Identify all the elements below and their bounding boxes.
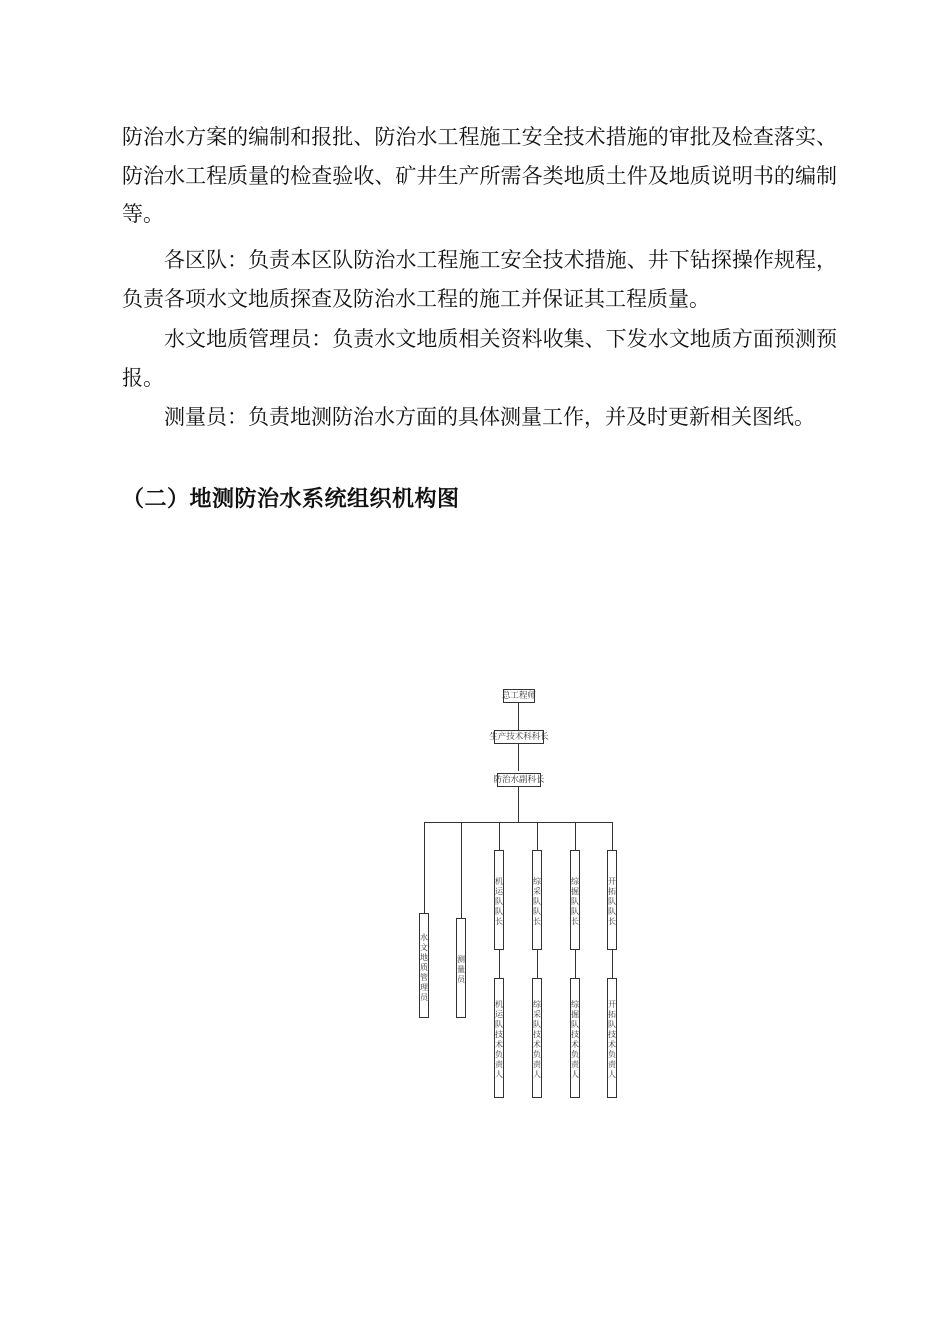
connector-team4 — [612, 950, 613, 978]
node-production-tech-chief: 生产技术科科长 — [489, 732, 549, 742]
node-hydro-manager: 水文地质管理员 — [419, 913, 429, 1018]
node-team1-head: 机运队队长 — [494, 850, 504, 950]
node-water-deputy: 防治水副科长 — [493, 775, 545, 785]
paragraph-teams: 各区队：负责本区队防治水工程施工安全技术措施、井下钻探操作规程，负责各项水文地质探查及防治水工程的施工并保证其工程质量。 — [122, 248, 837, 311]
node-chief-engineer: 总工程师 — [502, 691, 537, 701]
connector-team3 — [575, 950, 576, 978]
node-team4-head: 开拓队队长 — [607, 850, 617, 950]
connector-branch-4 — [537, 822, 538, 850]
node-team2-tech: 综采队技术负责人 — [532, 978, 542, 1098]
connector-team1 — [499, 950, 500, 978]
connector-mid — [518, 744, 519, 771]
paragraph-hydro-manager: 水文地质管理员：负责水文地质相关资料收集、下发水文地质方面预测预报。 — [122, 327, 837, 390]
connector-top — [518, 703, 519, 730]
node-team1-tech: 机运队技术负责人 — [494, 978, 504, 1098]
paragraph-surveyor: 测量员：负责地测防治水方面的具体测量工作，并及时更新相关图纸。 — [164, 405, 815, 429]
node-surveyor: 测量员 — [456, 918, 466, 1018]
connector-branch-5 — [575, 822, 576, 850]
connector-horizontal — [424, 822, 613, 823]
connector-team2 — [537, 950, 538, 978]
node-team3-head: 综掘队队长 — [570, 850, 580, 950]
connector-branch-1 — [424, 822, 425, 913]
connector-branch-2 — [461, 822, 462, 918]
connector-branch-6 — [612, 822, 613, 850]
node-team4-tech: 开拓队技术负责人 — [607, 978, 617, 1098]
paragraph-responsibilities: 防治水方案的编制和报批、防治水工程施工安全技术措施的审批及检查落实、防治水工程质量的检查验收、矿井生产所需各类地质土件及地质说明书的编制等。 — [122, 125, 837, 226]
section-heading: （二）地测防治水系统组织机构图 — [122, 487, 460, 512]
node-team2-head: 综采队队长 — [532, 850, 542, 950]
connector-branch-3 — [499, 822, 500, 850]
connector-down — [518, 787, 519, 822]
node-team3-tech: 综掘队技术负责人 — [570, 978, 580, 1098]
